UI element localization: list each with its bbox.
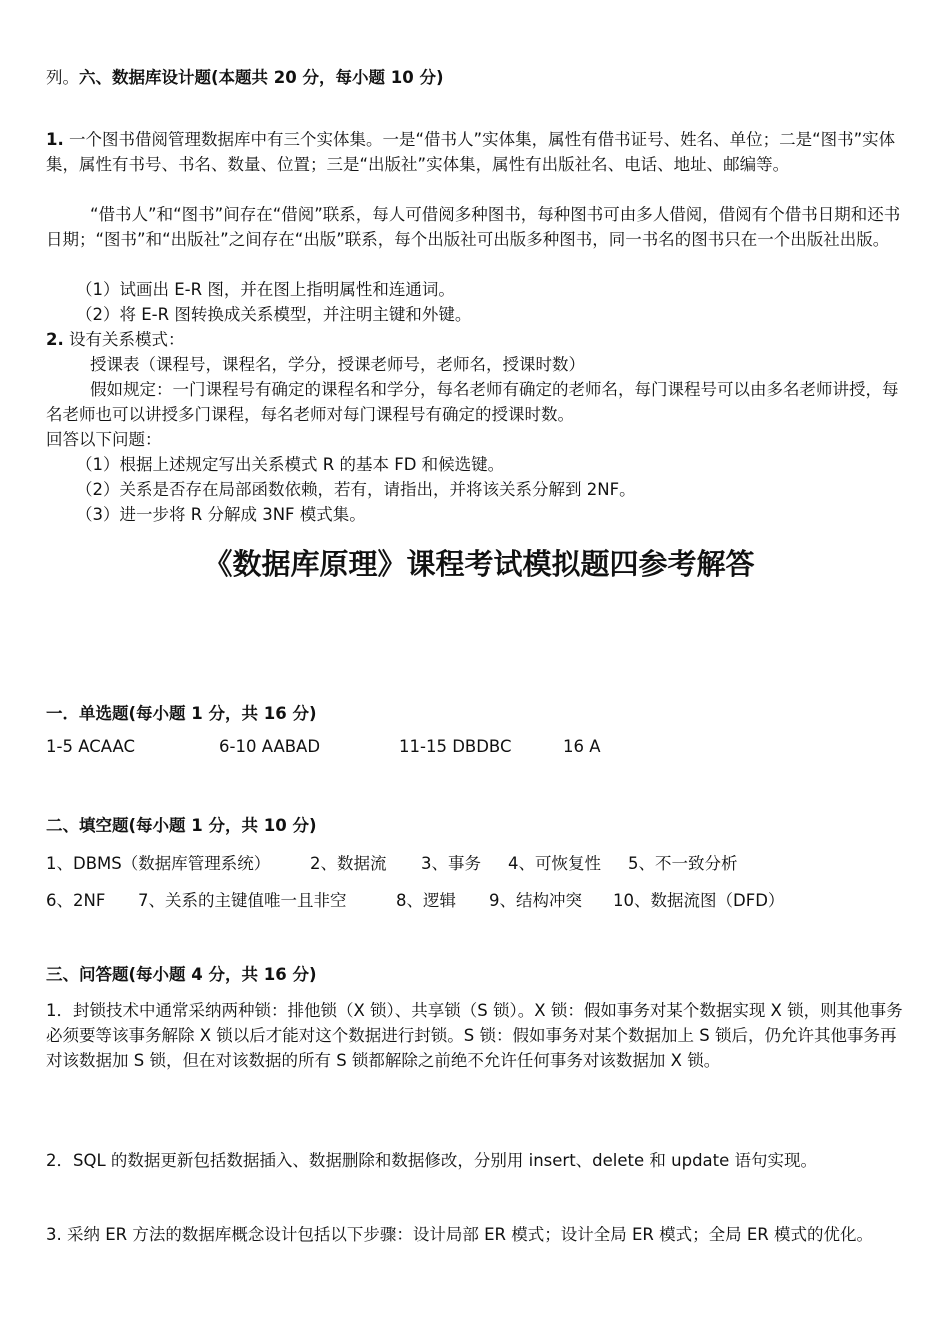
question-1-body: 一个图书借阅管理数据库中有三个实体集。一是“借书人”实体集，属性有借书证号、姓名、单位；二是“图书”实体集，属性有书号、书名、数量、位置；三是“出版社”实体集，属性有出版社名、电话、地址、邮编等。: [46, 130, 896, 174]
question-1-text: [46, 127, 912, 177]
lead-text: 列。: [46, 68, 79, 87]
section-six-heading: 六、数据库设计题(本题共 20 分，每小题 10 分): [79, 68, 444, 87]
fill-answer: 10、数据流图（DFD）: [613, 891, 785, 910]
answer-group: 1-5 ACAAC: [46, 737, 135, 756]
fill-answer: 7、关系的主键值唯一且非空: [138, 891, 347, 910]
answer-group: 11-15 DBDBC: [399, 737, 512, 756]
document-title: 《数据库原理》课程考试模拟题四参考解答: [203, 547, 755, 581]
question-1-sub-2: （2）将 E-R 图转换成关系模型，并注明主键和外键。: [76, 305, 472, 324]
fill-answer: 2、数据流: [310, 854, 387, 873]
question-2-number: 2.: [46, 330, 64, 349]
question-1-sub-1: （1）试画出 E-R 图，并在图上指明属性和连通词。: [76, 280, 455, 299]
answer-3-3: 3. 采纳 ER 方法的数据库概念设计包括以下步骤：设计局部 ER 模式；设计全局 ER 模式；全局 ER 模式的优化。: [46, 1225, 874, 1244]
fill-answer: 1、DBMS（数据库管理系统）: [46, 854, 271, 873]
question-1-paragraph-2: “借书人”和“图书”间存在“借阅”联系，每人可借阅多种图书，每种图书可由多人借阅，借阅有个借书日期和还书日期；“图书”和“出版社”之间存在“出版”联系，每个出版社可出版多种图书，同一书名的图书只在一个出版社出版。: [46, 205, 901, 249]
section-2-line-2: [46, 887, 784, 911]
fill-answer: 8、逻辑: [396, 891, 456, 910]
question-2-schema: 授课表（课程号，课程名，学分，授课老师号，老师名，授课时数）: [90, 355, 585, 374]
fill-answer: 3、事务: [421, 854, 481, 873]
question-2-answer-intro: 回答以下问题：: [46, 430, 162, 449]
answer-group: 6-10 AABAD: [219, 737, 321, 756]
section-2-heading: 二、填空题(每小题 1 分，共 10 分): [46, 816, 317, 835]
question-2-sub-1: （1）根据上述规定写出关系模式 R 的基本 FD 和候选键。: [76, 455, 505, 474]
fill-answer: 5、不一致分析: [628, 854, 738, 873]
question-2-body: 设有关系模式：: [63, 330, 185, 349]
section-2-line-1: [46, 850, 738, 874]
answer-3-2: 2．SQL 的数据更新包括数据插入、数据删除和数据修改，分别用 insert、delete 和 update 语句实现。: [46, 1151, 818, 1170]
section-1-heading: 一．单选题(每小题 1 分，共 16 分): [46, 704, 317, 723]
fill-answer: 4、可恢复性: [508, 854, 601, 873]
fill-answer: 6、2NF: [46, 891, 106, 910]
fill-answer: 9、结构冲突: [489, 891, 582, 910]
section-six-heading-line: [46, 64, 443, 88]
question-2-text: [46, 327, 912, 352]
section-1-answers: [46, 737, 601, 756]
question-2-sub-2: （2）关系是否存在局部函数依赖，若有，请指出，并将该关系分解到 2NF。: [76, 480, 636, 499]
answer-group: 16 A: [563, 737, 601, 756]
question-1-number: 1.: [46, 130, 64, 149]
section-3-heading: 三、问答题(每小题 4 分，共 16 分): [46, 965, 317, 984]
question-2-sub-3: （3）进一步将 R 分解成 3NF 模式集。: [76, 505, 366, 524]
answer-3-1: 1．封锁技术中通常采纳两种锁：排他锁（X 锁）、共享锁（S 锁）。X 锁：假如事务对某个数据实现 X 锁，则其他事务必须要等该事务解除 X 锁以后才能对这个数据进行封锁。S 锁：假如事务对某个数据加上 S 锁后，仍允许其他事务再对该数据加 S 锁，但在对该数据的所有 S 锁都解除之前绝不允许任何事务对该数据加 X 锁。: [46, 1001, 903, 1070]
question-2-rule: 假如规定：一门课程号有确定的课程名和学分，每名老师有确定的老师名，每门课程号可以由多名老师讲授，每名老师也可以讲授多门课程，每名老师对每门课程号有确定的授课时数。: [46, 380, 899, 424]
